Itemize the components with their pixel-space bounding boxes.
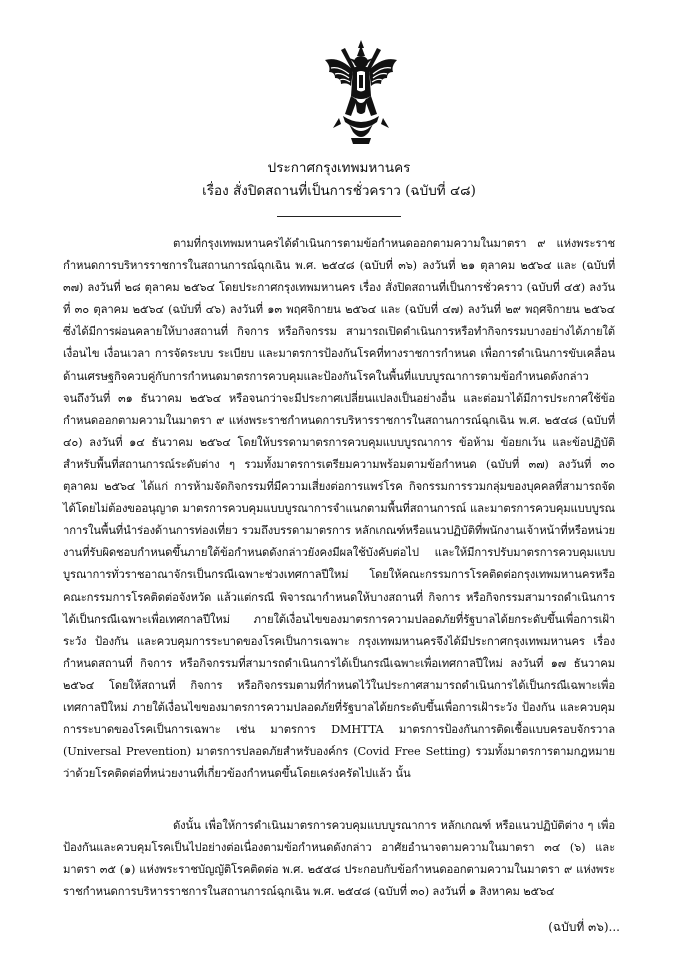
announcement-subject: เรื่อง สั่งปิดสถานที่เป็นการชั่วคราว (ฉบับที่ ๔๘) xyxy=(202,183,476,199)
body-paragraph-1: ตามที่กรุงเทพมหานครได้ดำเนินการตามข้อกำหนดออกตามความในมาตรา ๙ แห่งพระราชกำหนดการบริหารราชการในสถานการณ์ฉุกเฉิน พ.ศ. ๒๕๔๘ (ฉบับที่ ๓๖) ลงวันที่ ๒๑ ตุลาคม ๒๕๖๔ และ (ฉบับที่ ๓๗) ลงวันที่ ๒๘ ตุลาคม ๒๕๖๔ โดยประกาศกรุงเทพมหานคร เรื่อง สั่งปิดสถานที่เป็นการชั่วคราว (ฉบับที่ ๔๕) ลงวันที่ ๓๐ ตุลาคม ๒๕๖๔ (ฉบับที่ ๔๖) ลงวันที่ ๑๓ พฤศจิกายน ๒๕๖๔ และ (ฉบับที่ ๔๗) ลงวันที่ ๒๙ พฤศจิกายน ๒๕๖๔ ซึ่งได้มีการผ่อนคลายให้บางสถานที่ กิจการ หรือกิจกรรม สามารถเปิดดำเนินการหรือทำกิจกรรมบางอย่างได้ภายใต้เงื่อนไข เงื่อนเวลา การจัดระบบ ระเบียบ และมาตรการป้องกันโรคที่ทางราชการกำหนด เพื่อการดำเนินการขับเคลื่อนด้านเศรษฐกิจควบคู่กับการกำหนดมาตรการควบคุมและป้องกันโรคในพื้นที่แบบบูรณาการตามข้อกำหนดดังกล่าว จนถึงวันที่ ๓๑ ธันวาคม ๒๕๖๔ หรือจนกว่าจะมีประกาศเปลี่ยนแปลงเป็นอย่างอื่น และต่อมาได้มีการประกาศใช้ข้อกำหนดออกตามความในมาตรา ๙ แห่งพระราชกำหนดการบริหารราชการในสถานการณ์ฉุกเฉิน พ.ศ. ๒๕๔๘ (ฉบับที่ ๔๐) ลงวันที่ ๑๔ ธันวาคม ๒๕๖๔ โดยให้บรรดามาตรการควบคุมแบบบูรณาการ ข้อห้าม ข้อยกเว้น และข้อปฏิบัติสำหรับพื้นที่สถานการณ์ระดับต่าง ๆ รวมทั้งมาตรการเตรียมความพร้อมตามข้อกำหนด (ฉบับที่ ๓๗) ลงวันที่ ๓๐ ตุลาคม ๒๕๖๔ ได้แก่ การห้ามจัดกิจกรรมที่มีความเสี่ยงต่อการแพร่โรค กิจกรรมการรวมกลุ่มของบุคคลที่สามารถจัดได้โดยไม่ต้องขออนุญาต มาตรการควบคุมแบบบูรณาการจำแนกตามพื้นที่สถานการณ์ และมาตรการควบคุมแบบบูรณาการในพื้นที่นำร่องด้านการท่องเที่ยว รวมถึงบรรดามาตรการ หลักเกณฑ์หรือแนวปฏิบัติที่พนักงานเจ้าหน้าที่หรือหน่วยงานที่รับผิดชอบกำหนดขึ้นภายใต้ข้อกำหนดดังกล่าวยังคงมีผลใช้บังคับต่อไป และให้มีการปรับมาตรการควบคุมแบบบูรณาการทั่วราชอาณาจักรเป็นกรณีเฉพาะช่วงเทศกาลปีใหม่ โดยให้คณะกรรมการโรคติดต่อกรุงเทพมหานครหรือคณะกรรมการโรคติดต่อจังหวัด แล้วแต่กรณี พิจารณากำหนดให้บางสถานที่ กิจการ หรือกิจกรรมสามารถดำเนินการได้เป็นกรณีเฉพาะเพื่อเทศกาลปีใหม่ ภายใต้เงื่อนไขของมาตรการความปลอดภัยที่รัฐบาลได้ยกระดับขึ้นเพื่อการเฝ้าระวัง ป้องกัน และควบคุมการระบาดของโรคเป็นการเฉพาะ กรุงเทพมหานครจึงได้มีประกาศกรุงเทพมหานคร เรื่อง กำหนดสถานที่ กิจการ หรือกิจกรรมที่สามารถดำเนินการได้เป็นกรณีเฉพาะเพื่อเทศกาลปีใหม่ ลงวันที่ ๑๗ ธันวาคม ๒๕๖๔ โดยให้สถานที่ กิจการ หรือกิจกรรมตามที่กำหนดไว้ในประกาศสามารถดำเนินการได้เป็นกรณีเฉพาะเพื่อเทศกาลปีใหม่ ภายใต้เงื่อนไขของมาตรการความปลอดภัยที่รัฐบาลได้ยกระดับขึ้นเพื่อการเฝ้าระวัง ป้องกัน และควบคุมการระบาดของโรคเป็นการเฉพาะ เช่น มาตรการ DMHTTA มาตรการป้องกันการติดเชื้อแบบครอบจักรวาล (Universal Prevention) มาตรการปลอดภัยสำหรับองค์กร (Covid Free Setting) รวมทั้งมาตรการตามกฎหมายว่าด้วยโรคติดต่อที่หน่วยงานที่เกี่ยวข้องกำหนดขึ้นโดยเคร่งครัดไปแล้ว นั้น xyxy=(63,237,615,781)
body-paragraph-2: ดังนั้น เพื่อให้การดำเนินมาตรการควบคุมแบบบูรณาการ หลักเกณฑ์ หรือแนวปฏิบัติต่าง ๆ เพื่อป้องกันและควบคุมโรคเป็นไปอย่างต่อเนื่องตามข้อกำหนดดังกล่าว อาศัยอำนาจตามความในมาตรา ๓๔ (๖) และมาตรา ๓๕ (๑) แห่งพระราชบัญญัติโรคติดต่อ พ.ศ. ๒๕๕๘ ประกอบกับข้อกำหนดออกตามความในมาตรา ๙ แห่งพระราชกำหนดการบริหารราชการในสถานการณ์ฉุกเฉิน พ.ศ. ๒๕๔๘ (ฉบับที่ ๓๐) ลงวันที่ ๑ สิงหาคม ๒๕๖๔ xyxy=(63,819,615,899)
title-divider xyxy=(277,216,401,217)
continuation-reference: (ฉบับที่ ๓๖)... xyxy=(548,920,620,934)
garuda-emblem-icon xyxy=(319,38,403,146)
announcement-heading: ประกาศกรุงเทพมหานคร xyxy=(267,160,411,176)
